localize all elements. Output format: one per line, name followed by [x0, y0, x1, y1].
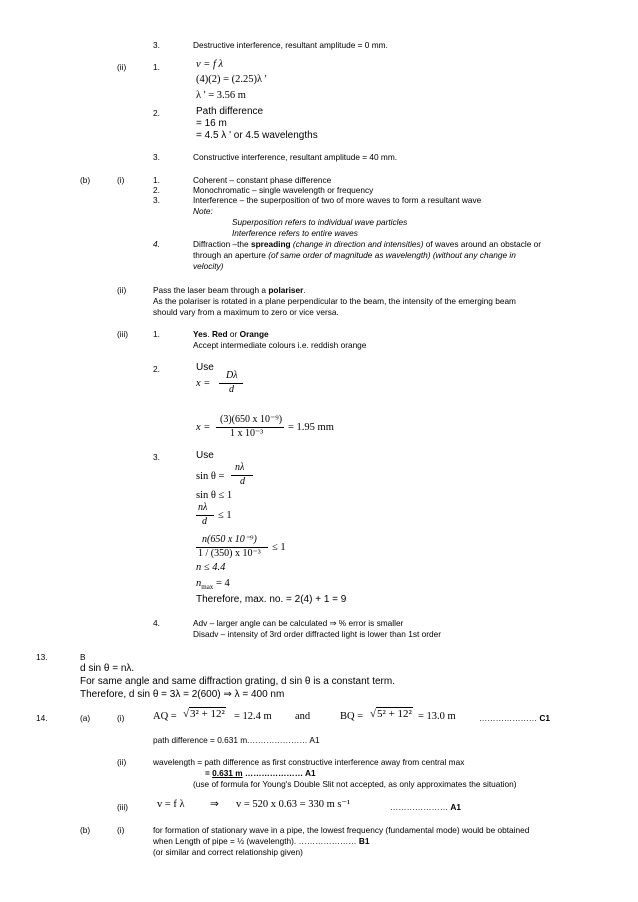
implies-arrow: ⇒ [210, 799, 219, 810]
answer-text: Interference – the superposition of two of more waves to form a resultant wave [193, 195, 482, 205]
equation-lhs: AQ = [153, 711, 177, 722]
square-root: √5² + 12² [370, 708, 412, 720]
equation-line: v = f λ [157, 799, 185, 810]
equation-result: = 12.4 m [234, 711, 272, 722]
answer-text: As the polariser is rotated in a plane perpendicular to the beam, the intensity of the emerging beam [153, 296, 516, 306]
item-number: 4. [153, 618, 160, 628]
answer-text: for formation of stationary wave in a pipe, the lowest frequency (fundamental mode) would be obtained [153, 825, 530, 835]
note-text: Interference refers to entire waves [232, 228, 358, 238]
answer-text: = 16 m [196, 118, 227, 129]
square-root: √3² + 12² [183, 708, 225, 720]
equation-rhs: ≤ 1 [218, 510, 232, 521]
equation-lhs: sin θ = [196, 471, 225, 482]
fraction-denominator: d [240, 476, 245, 487]
part-label: (i) [117, 175, 125, 185]
part-label: (ii) [117, 62, 127, 72]
answer-text: through an aperture (of same order of magnitude as wavelength) (without any change in [193, 250, 516, 260]
fraction-denominator: 1 x 10⁻³ [230, 428, 264, 439]
question-number: 14. [36, 713, 48, 723]
answer-text: wavelength = path difference as first constructive interference away from central max [153, 757, 465, 767]
answer-text: Accept intermediate colours i.e. reddish orange [193, 340, 367, 350]
conjunction: and [295, 711, 311, 722]
equation-line: sin θ ≤ 1 [196, 490, 233, 501]
fraction-numerator: Dλ [226, 370, 238, 381]
fraction-numerator: n(650 x 10⁻⁹) [202, 534, 257, 545]
note-heading: Note: [193, 206, 213, 216]
answer-text: Diffraction –the spreading (change in direction and intensities) of waves around an obstacle or [193, 239, 542, 249]
part-label: (iii) [117, 802, 129, 812]
answer-text: Pass the laser beam through a polariser. [153, 285, 306, 295]
equation-line: λ ' = 3.56 m [196, 90, 246, 101]
item-number: 1. [153, 175, 160, 185]
fraction-numerator: nλ [235, 462, 245, 473]
note-text: Superposition refers to individual wave particles [232, 217, 408, 227]
answer-text: Constructive interference, resultant amplitude = 40 mm. [193, 152, 398, 162]
answer-text: = 0.631 m ………………… A1 [205, 768, 316, 778]
fraction-denominator: d [229, 384, 234, 395]
equation-rhs: ≤ 1 [272, 542, 286, 553]
answer-key: B [80, 652, 86, 662]
answer-text: Adv – larger angle can be calculated ⇒ % error is smaller [193, 618, 404, 628]
answer-text: (use of formula for Young's Double Slit not accepted, as only approximates the situation) [193, 779, 517, 789]
part-label: (a) [80, 713, 91, 723]
item-number: 4. [153, 239, 160, 249]
answer-text: (or similar and correct relationship given) [153, 847, 303, 857]
answer-text: Use [196, 362, 214, 373]
answer-text: velocity) [193, 261, 224, 271]
answer-text: d sin θ = nλ. [80, 663, 135, 674]
mark-line: ………………… C1 [479, 713, 550, 723]
part-label: (b) [80, 825, 91, 835]
part-label: (ii) [117, 285, 127, 295]
answer-text: Destructive interference, resultant amplitude = 0 mm. [193, 40, 388, 50]
item-number: 1. [153, 62, 160, 72]
equation-line: $n_{max} = 4$ [196, 578, 230, 592]
equation-lhs: x = [196, 378, 211, 389]
item-number: 2. [153, 364, 160, 374]
part-label: (i) [117, 713, 125, 723]
equation-result: = 1.95 mm [288, 422, 334, 433]
fraction [216, 370, 246, 396]
part-label: (iii) [117, 329, 129, 339]
answer-text: should vary from a maximum to zero or vice versa. [153, 307, 339, 317]
fraction [196, 534, 272, 560]
mark-line: ………………… A1 [390, 802, 461, 812]
equation-line: v = 520 x 0.63 = 330 m s⁻¹ [236, 799, 351, 810]
answer-text: Therefore, max. no. = 2(4) + 1 = 9 [196, 594, 347, 605]
answer-text: Therefore, d sin θ = 3λ = 2(600) ⇒ λ = 400 nm [80, 689, 285, 700]
answer-text: Disadv – intensity of 3rd order diffracted light is lower than 1st order [193, 629, 441, 639]
answer-text: when Length of pipe = ½ (wavelength). ………………… B1 [153, 836, 370, 846]
item-number: 2. [153, 185, 160, 195]
answer-text: Yes. Red or Orange [193, 329, 269, 339]
radicand: 3² + 12² [190, 708, 225, 720]
equation-lhs: x = [196, 422, 211, 433]
item-number: 3. [153, 195, 160, 205]
question-number: 13. [36, 652, 48, 662]
item-number: 3. [153, 40, 160, 50]
fraction [230, 462, 254, 488]
answer-text: Use [196, 450, 214, 461]
item-number: 2. [153, 108, 160, 118]
equation-line: n ≤ 4.4 [196, 562, 226, 573]
answer-text: path difference = 0.631 m.………………… A1 [153, 735, 320, 745]
item-number: 3. [153, 152, 160, 162]
fraction-numerator: nλ [198, 502, 208, 513]
answer-text: Coherent – constant phase difference [193, 175, 332, 185]
fraction [196, 502, 218, 528]
part-label: (ii) [117, 757, 127, 767]
fraction-denominator: 1 / (350) x 10⁻³ [198, 548, 261, 559]
fraction-denominator: d [202, 516, 207, 527]
fraction [214, 414, 288, 440]
answer-text: = 4.5 λ ' or 4.5 wavelengths [196, 130, 318, 141]
equation-line: v = f λ [196, 59, 224, 70]
equation-result: = 13.0 m [418, 711, 456, 722]
item-number: 3. [153, 452, 160, 462]
answer-text: For same angle and same diffraction grating, d sin θ is a constant term. [80, 676, 395, 687]
item-number: 1. [153, 329, 160, 339]
equation-lhs: BQ = [340, 711, 364, 722]
fraction-numerator: (3)(650 x 10⁻⁹) [220, 414, 283, 425]
answer-text: Monochromatic – single wavelength or frequency [193, 185, 374, 195]
part-label: (i) [117, 825, 125, 835]
radicand: 5² + 12² [377, 708, 412, 720]
answer-text: Path difference [196, 106, 264, 117]
part-label: (b) [80, 175, 91, 185]
equation-line: (4)(2) = (2.25)λ ' [196, 74, 267, 85]
